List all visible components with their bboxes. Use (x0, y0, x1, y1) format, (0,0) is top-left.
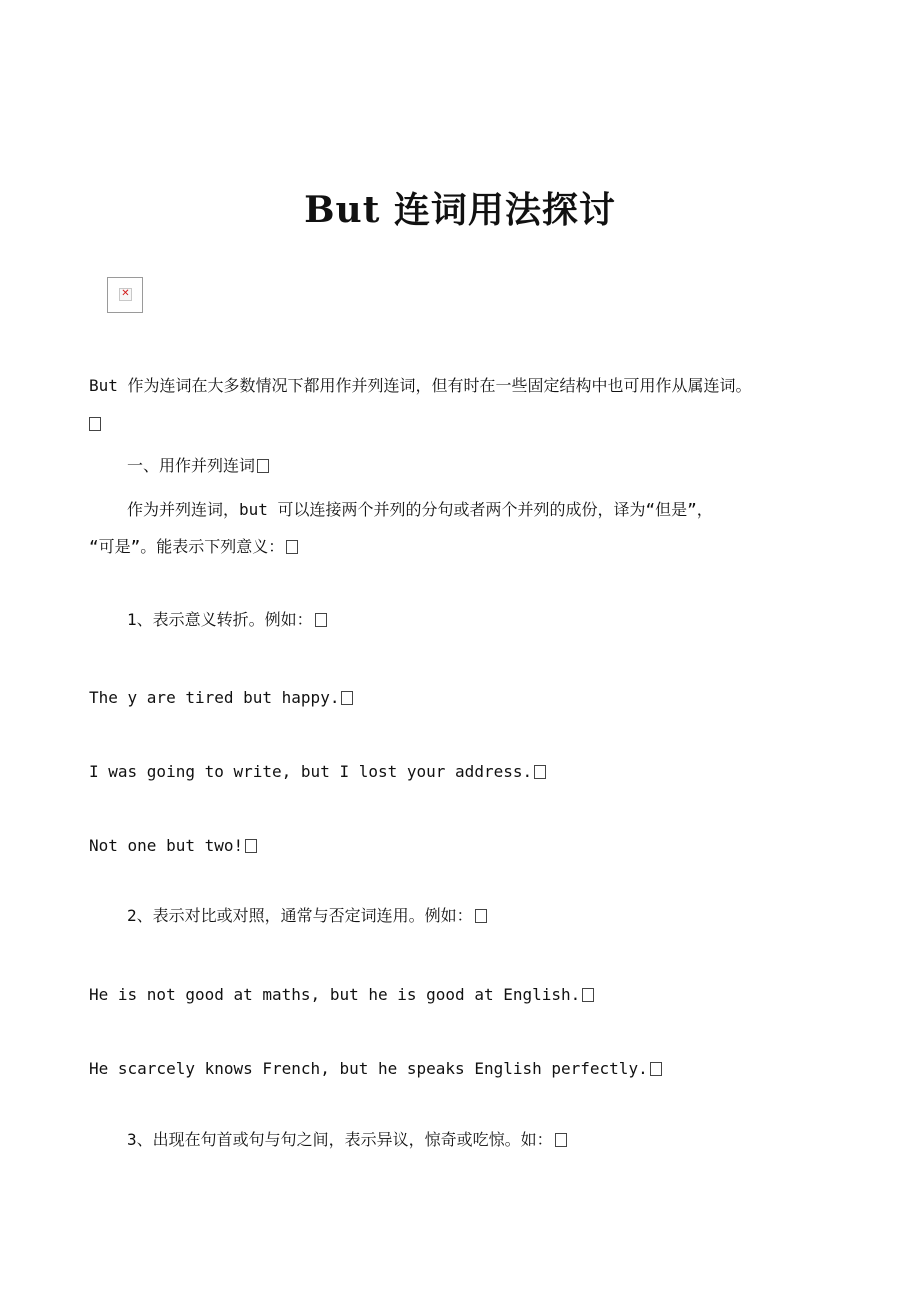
document-title: But 连词用法探讨 (304, 189, 616, 231)
example-3-text: Not one but two! (89, 836, 244, 855)
point-2 (127, 906, 487, 926)
point-1 (127, 610, 327, 630)
paragraph-mark-icon (315, 613, 327, 627)
point-3 (127, 1130, 567, 1150)
intro-text: But 作为连词在大多数情况下都用作并列连词，但有时在一些固定结构中也可用作从属连词。 (89, 376, 752, 395)
example-1 (89, 688, 353, 708)
section-heading (127, 456, 269, 476)
example-5-text: He scarcely knows French, but he speaks English perfectly. (89, 1059, 648, 1078)
paragraph-mark-icon (89, 417, 101, 431)
paragraph-mark-icon (341, 691, 353, 705)
paragraph-mark-icon (650, 1062, 662, 1076)
heading-text: 一、用作并列连词 (127, 456, 256, 475)
error-x-icon: ✕ (121, 288, 130, 299)
example-1-text: The y are tired but happy. (89, 688, 340, 707)
example-2 (89, 762, 546, 782)
paragraph-mark-icon (257, 459, 269, 473)
broken-image-icon (107, 277, 143, 313)
paragraph-mark-icon (555, 1133, 567, 1147)
intro-paragraph (89, 376, 752, 396)
example-3 (89, 836, 257, 856)
example-4 (89, 985, 594, 1005)
point-1-text: 1、表示意义转折。例如： (127, 610, 313, 629)
description-text-2: “可是”。能表示下列意义： (89, 537, 285, 556)
example-2-text: I was going to write, but I lost your address. (89, 762, 533, 781)
description-line-2 (89, 537, 298, 557)
paragraph-mark-icon (475, 909, 487, 923)
paragraph-mark-icon (534, 765, 546, 779)
paragraph-mark-icon (286, 540, 298, 554)
example-5 (89, 1059, 662, 1079)
paragraph-mark-icon (245, 839, 257, 853)
description-line-1 (127, 500, 713, 520)
description-text-1: 作为并列连词，but 可以连接两个并列的分句或者两个并列的成份，译为“但是”， (127, 500, 713, 519)
intro-paragraph-end (89, 414, 101, 434)
point-3-text: 3、出现在句首或句与句之间，表示异议，惊奇或吃惊。如： (127, 1130, 553, 1149)
example-4-text: He is not good at maths, but he is good at English. (89, 985, 581, 1004)
paragraph-mark-icon (582, 988, 594, 1002)
image-frame (119, 288, 132, 301)
point-2-text: 2、表示对比或对照，通常与否定词连用。例如： (127, 906, 473, 925)
